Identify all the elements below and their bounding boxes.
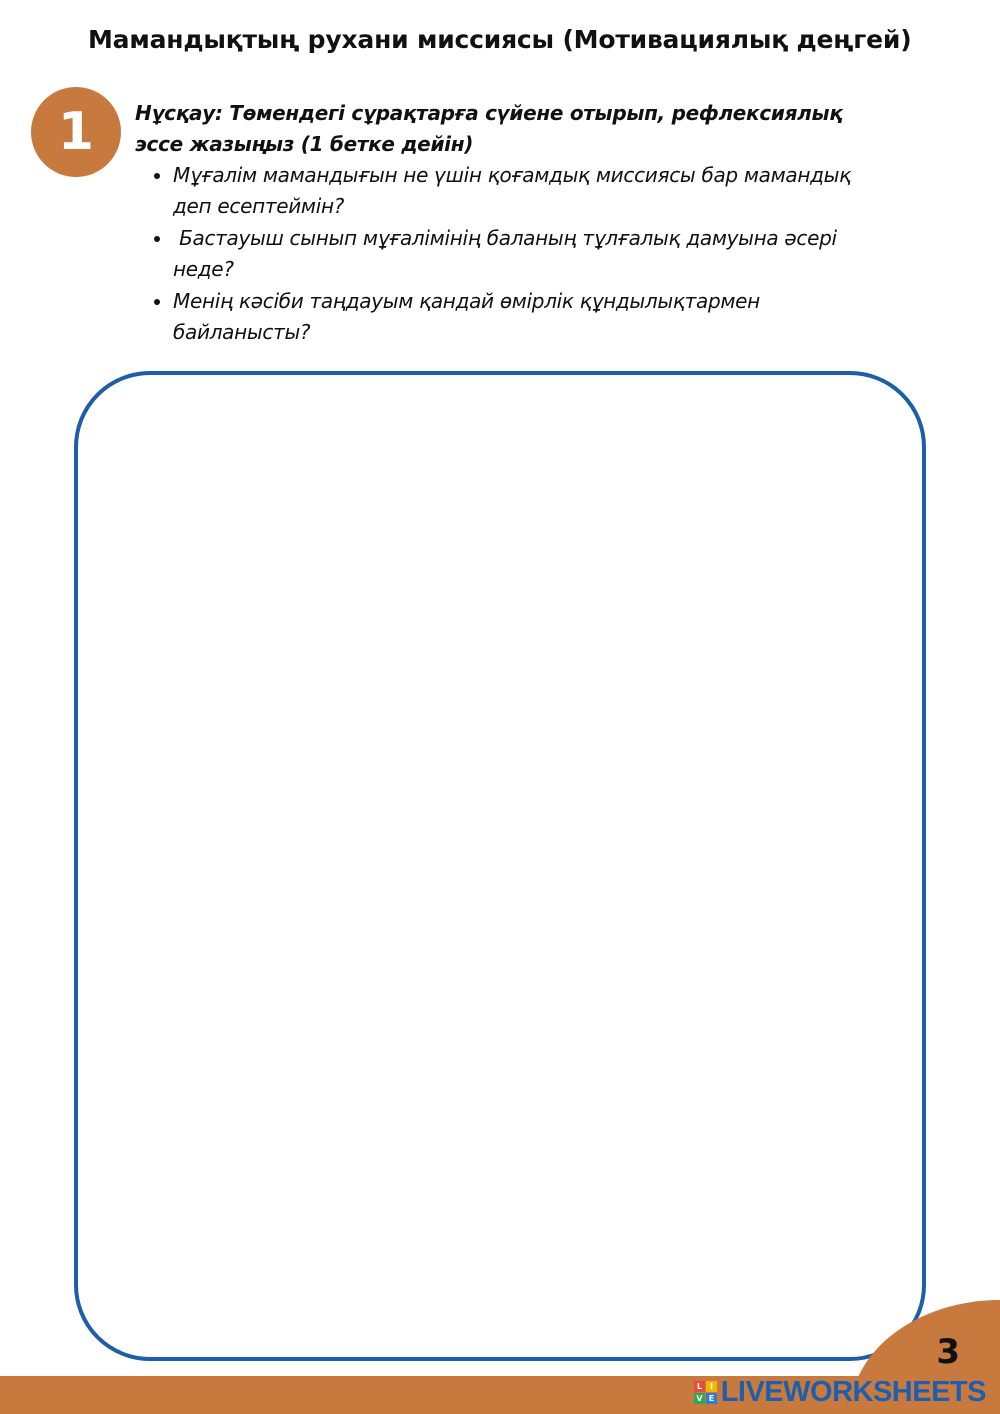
page-title: Мамандықтың рухани миссиясы (Мотивациялық деңгей) (88, 25, 912, 54)
page-number: 3 (936, 1332, 960, 1372)
brand-label: LIVEWORKSHEETS (720, 1375, 986, 1408)
list-item: • Менің кәсіби таңдауым қандай өмірлік құндылықтармен байланысты? (173, 286, 893, 348)
list-item: • Бастауыш сынып мұғалімінің баланың тұлғалық дамуына әсері неде? (173, 223, 893, 285)
logo-letter: I (706, 1381, 717, 1392)
step-number-badge: 1 (31, 87, 121, 177)
liveworksheets-logo-icon (694, 1381, 717, 1404)
list-item: • Мұғалім мамандығын не үшін қоғамдық миссиясы бар мамандық деп есептеймін? (173, 160, 893, 222)
essay-answer-box[interactable] (74, 371, 926, 1361)
liveworksheets-brand (694, 1375, 986, 1409)
logo-letter: V (694, 1393, 705, 1404)
question-list (135, 160, 893, 349)
logo-letter: L (694, 1381, 705, 1392)
logo-letter: E (706, 1393, 717, 1404)
instruction-text: Нұсқау: Төмендегі сұрақтарға сүйене отырып, рефлексиялық эссе жазыңыз (1 бетке дейін) (135, 101, 843, 156)
